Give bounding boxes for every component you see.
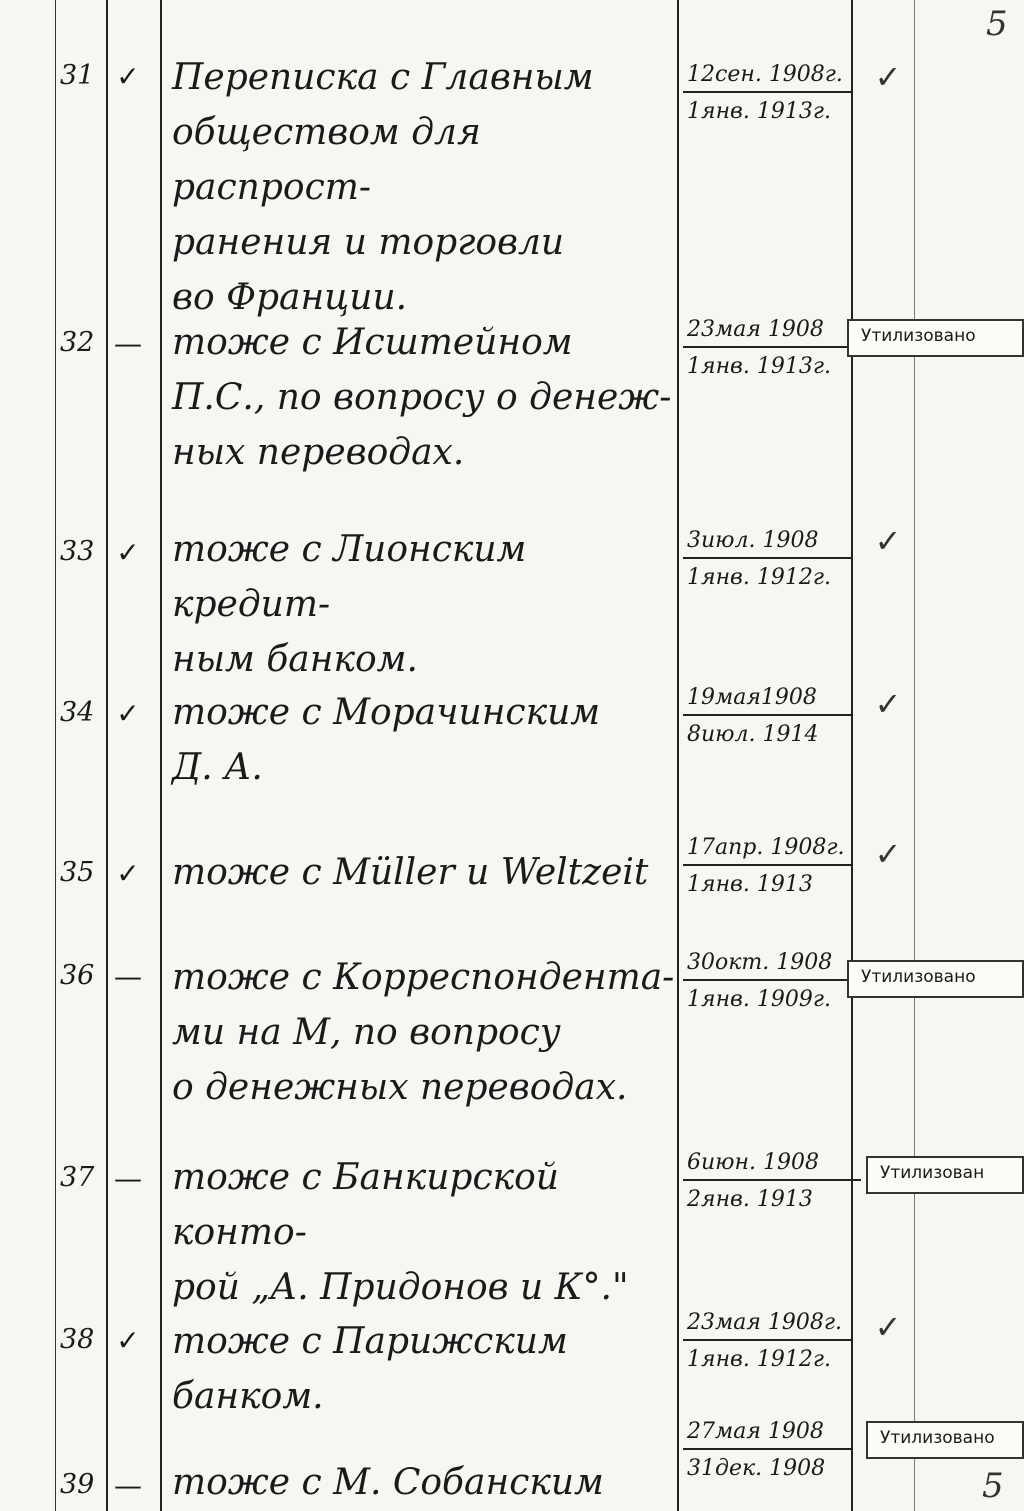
row-dates [683, 835, 851, 897]
date-end: 1янв. 1909г. [687, 987, 831, 1012]
date-end: 1янв. 1913 [687, 872, 813, 897]
row-number: 35 [60, 857, 95, 888]
row-dates [683, 317, 851, 379]
utilized-stamp: Утилизовано [847, 319, 1024, 357]
row-number: 37 [60, 1162, 95, 1193]
row-mark: ✓ [116, 60, 140, 93]
row-description: тоже с Корреспондента- ми на М, по вопросу о денежных переводах. [172, 957, 675, 1108]
row-dates [683, 62, 851, 124]
verification-check: ✓ [874, 1308, 902, 1346]
date-end: 8июл. 1914 [687, 722, 819, 747]
row-description: тоже с Müller и Weltzeit [172, 852, 649, 893]
row-description: тоже с Банкирской конто- рой „А. Придонов и К°." [172, 1157, 629, 1308]
utilized-stamp: Утилизовано [866, 1421, 1024, 1459]
row-description: тоже с Морачинским Д. А. [172, 692, 601, 788]
verification-check: ✓ [874, 522, 902, 560]
notes-column-line [914, 0, 915, 1511]
row-description: тоже с Исштейном П.С., по вопросу о денеж- ных переводах. [172, 322, 672, 473]
dates-right-line [851, 0, 853, 1511]
row-dates [683, 528, 851, 590]
row-description: тоже с Лионским кредит- ным банком. [172, 529, 527, 680]
row-number: 32 [60, 327, 95, 358]
row-dates [683, 685, 851, 747]
row-description: Переписка с Главным обществом для распрост- ранения и торговли во Франции. [172, 57, 594, 318]
utilized-stamp: Утилизован [866, 1156, 1024, 1194]
date-start: 30окт. 1908 [683, 950, 851, 981]
verification-check: ✓ [874, 58, 902, 96]
row-mark: ✓ [116, 536, 140, 569]
date-start: 23мая 1908 [683, 317, 851, 348]
number-column-line [106, 0, 108, 1511]
utilized-stamp: Утилизовано [847, 960, 1024, 998]
date-start: 23мая 1908г. [683, 1310, 851, 1341]
date-start: 12сен. 1908г. [683, 62, 851, 93]
row-dates [683, 1310, 851, 1372]
page-number-top: 5 [986, 4, 1008, 44]
date-end: 1янв. 1913г. [687, 99, 831, 124]
date-end: 31дек. 1908 [687, 1456, 826, 1481]
row-mark: — [114, 327, 142, 360]
page-number-bottom: 5 [982, 1466, 1004, 1506]
verification-check: ✓ [874, 685, 902, 723]
row-mark: — [114, 1162, 142, 1195]
row-description: тоже с М. Собанским [172, 1462, 604, 1503]
row-number: 33 [60, 536, 95, 567]
row-dates [683, 1150, 861, 1212]
mark-column-line [160, 0, 162, 1511]
row-number: 36 [60, 960, 95, 991]
row-number: 39 [60, 1469, 95, 1500]
row-mark: ✓ [116, 857, 140, 890]
row-number: 38 [60, 1324, 95, 1355]
row-mark: ✓ [116, 1324, 140, 1357]
date-end: 2янв. 1913 [687, 1187, 813, 1212]
row-number: 34 [60, 697, 95, 728]
date-end: 1янв. 1913г. [687, 354, 831, 379]
row-description: тоже с Парижским банком. [172, 1321, 568, 1417]
date-start: 6июн. 1908 [683, 1150, 861, 1181]
date-start: 3июл. 1908 [683, 528, 851, 559]
row-number: 31 [60, 60, 95, 91]
date-start: 19мая1908 [683, 685, 851, 716]
row-dates [683, 950, 851, 1012]
date-start: 27мая 1908 [683, 1419, 851, 1450]
row-mark: — [114, 1469, 142, 1502]
date-start: 17апр. 1908г. [683, 835, 851, 866]
date-end: 1янв. 1912г. [687, 1347, 831, 1372]
row-mark: ✓ [116, 697, 140, 730]
left-margin-line [55, 0, 56, 1511]
row-dates [683, 1419, 851, 1481]
verification-check: ✓ [874, 835, 902, 873]
date-end: 1янв. 1912г. [687, 565, 831, 590]
row-mark: — [114, 960, 142, 993]
